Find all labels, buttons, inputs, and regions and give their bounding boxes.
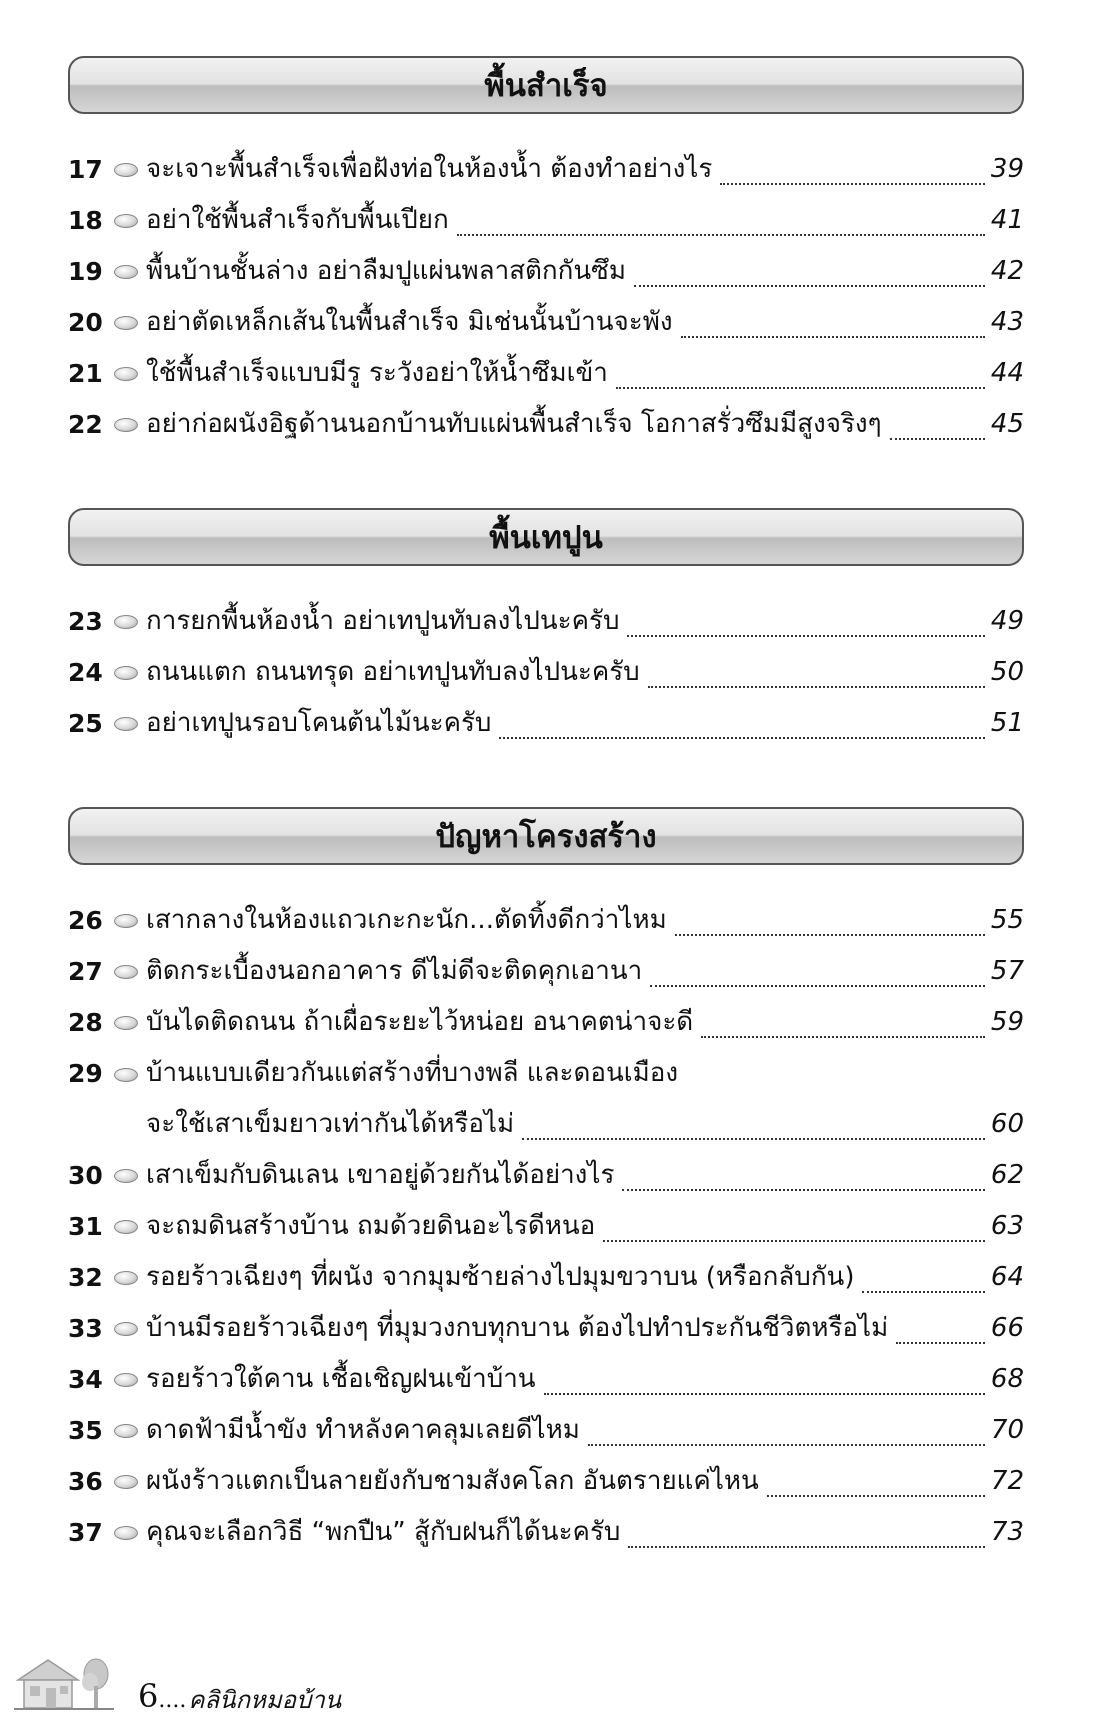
toc-entry [68,246,1024,297]
bullet-icon [114,1475,138,1489]
entry-number: 29 [68,1059,103,1088]
toc-entry [68,698,1024,749]
entry-number: 31 [68,1212,103,1241]
entry-page-number: 60 [990,1109,1024,1139]
dot-leader [890,438,985,440]
entry-title: จะเจาะพื้นสำเร็จเพื่อฝังท่อในห้องน้ำ ต้องทำอย่างไร [146,154,713,184]
footer-dots: .... [158,1688,187,1713]
entry-page-number: 57 [990,956,1024,986]
entry-title: บ้านมีรอยร้าวเฉียงๆ ที่มุมวงกบทุกบาน ต้องไปทำประกันชีวิตหรือไม่ [146,1313,889,1343]
table-of-contents [68,56,1024,1616]
entry-page-number: 64 [990,1262,1024,1292]
toc-entry [68,895,1024,946]
toc-entry [68,1303,1024,1354]
entry-page-number: 70 [990,1415,1024,1445]
entry-page-number: 41 [990,205,1024,235]
section-title: พื้นสำเร็จ [484,68,608,104]
entry-title: ถนนแตก ถนนทรุด อย่าเทปูนทับลงไปนะครับ [146,657,640,687]
toc-entry [68,348,1024,399]
toc-entry [68,1201,1024,1252]
bullet-icon [114,1016,138,1030]
entry-title: จะถมดินสร้างบ้าน ถมด้วยดินอะไรดีหนอ [146,1211,596,1241]
entry-page-number: 42 [990,256,1024,286]
dot-leader [588,1444,985,1446]
entry-page-number: 51 [990,708,1024,738]
entry-number: 26 [68,906,103,935]
section-header [68,56,1024,114]
toc-entry [68,647,1024,698]
toc-section [68,807,1024,1558]
entry-title: ผนังร้าวแตกเป็นลายยังกับชามสังคโลก อันตรายแค่ไหน [146,1466,759,1496]
dot-leader [522,1138,985,1140]
bullet-icon [114,367,138,381]
dot-leader [675,934,985,936]
dot-leader [622,1189,985,1191]
bullet-icon [114,214,138,228]
entry-number: 22 [68,410,103,439]
entry-number: 36 [68,1467,103,1496]
entry-page-number: 62 [990,1160,1024,1190]
dot-leader [499,737,984,739]
entry-page-number: 55 [990,905,1024,935]
section-header [68,807,1024,865]
entry-page-number: 39 [990,154,1024,184]
toc-entry [68,1405,1024,1456]
entry-number: 24 [68,658,103,687]
bullet-icon [114,1424,138,1438]
entry-page-number: 63 [990,1211,1024,1241]
dot-leader [634,285,985,287]
page-footer [14,1652,342,1715]
entry-number: 21 [68,359,103,388]
dot-leader [681,336,985,338]
toc-entry [68,399,1024,450]
toc-section [68,56,1024,450]
book-title: คลินิกหมอบ้าน [188,1686,342,1714]
section-title: ปัญหาโครงสร้าง [435,819,657,855]
entry-title: บันไดติดถนน ถ้าเผื่อระยะไว้หน่อย อนาคตน่าจะดี [146,1007,694,1037]
entry-page-number: 59 [990,1007,1024,1037]
entry-number: 27 [68,957,103,986]
bullet-icon [114,1169,138,1183]
entry-title: การยกพื้นห้องน้ำ อย่าเทปูนทับลงไปนะครับ [146,606,620,636]
entry-number: 19 [68,257,103,286]
entry-number: 17 [68,155,103,184]
toc-entry [68,144,1024,195]
entry-title: คุณจะเลือกวิธี “พกปืน” สู้กับฝนก็ได้นะครับ [146,1517,621,1547]
entry-page-number: 66 [990,1313,1024,1343]
bullet-icon [114,615,138,629]
entry-title: ดาดฟ้ามีน้ำขัง ทำหลังคาคลุมเลยดีไหม [146,1415,580,1445]
entry-page-number: 49 [990,606,1024,636]
toc-entry [68,596,1024,647]
bullet-icon [114,1322,138,1336]
entry-number: 25 [68,709,103,738]
entry-list [68,144,1024,450]
entry-page-number: 50 [990,657,1024,687]
toc-entry [68,1507,1024,1558]
bullet-icon [114,914,138,928]
house-tree-icon [14,1654,114,1712]
dot-leader [650,985,985,987]
entry-title: บ้านแบบเดียวกันแต่สร้างที่บางพลี และดอนเมือง [146,1058,679,1088]
dot-leader [627,635,984,637]
entry-list [68,895,1024,1558]
bullet-icon [114,163,138,177]
dot-leader [862,1291,984,1293]
entry-title: ใช้พื้นสำเร็จแบบมีรู ระวังอย่าให้น้ำซึมเข้า [146,358,608,388]
bullet-icon [114,265,138,279]
toc-entry [68,1252,1024,1303]
entry-page-number: 68 [990,1364,1024,1394]
dot-leader [544,1393,985,1395]
bullet-icon [114,316,138,330]
entry-number: 28 [68,1008,103,1037]
toc-entry [68,1150,1024,1201]
entry-number: 23 [68,607,103,636]
entry-number: 20 [68,308,103,337]
entry-title: รอยร้าวใต้คาน เชื้อเชิญฝนเข้าบ้าน [146,1364,536,1394]
entry-page-number: 73 [990,1517,1024,1547]
toc-section [68,508,1024,749]
dot-leader [457,234,985,236]
dot-leader [720,183,985,185]
bullet-icon [114,1220,138,1234]
entry-number: 18 [68,206,103,235]
page-number: 6 [138,1677,159,1715]
entry-title: รอยร้าวเฉียงๆ ที่ผนัง จากมุมซ้ายล่างไปมุมขวาบน (หรือกลับกัน) [146,1262,855,1292]
section-title: พื้นเทปูน [489,520,603,556]
entry-title: อย่าใช้พื้นสำเร็จกับพื้นเปียก [146,205,449,235]
entry-number: 32 [68,1263,103,1292]
dot-leader [648,686,985,688]
dot-leader [603,1240,985,1242]
bullet-icon [114,717,138,731]
dot-leader [628,1546,984,1548]
entry-number: 30 [68,1161,103,1190]
entry-title: ติดกระเบื้องนอกอาคาร ดีไม่ดีจะติดคุกเอานา [146,956,643,986]
toc-entry [68,195,1024,246]
dot-leader [896,1342,985,1344]
bullet-icon [114,1068,138,1082]
entry-number: 35 [68,1416,103,1445]
bullet-icon [114,1271,138,1285]
entry-page-number: 43 [990,307,1024,337]
entry-title: เสากลางในห้องแถวเกะกะนัก...ตัดทิ้งดีกว่าไหม [146,905,667,935]
entry-title-continued: จะใช้เสาเข็มยาวเท่ากันได้หรือไม่ [146,1109,515,1139]
entry-number: 33 [68,1314,103,1343]
entry-number: 34 [68,1365,103,1394]
toc-entry [68,946,1024,997]
toc-entry [68,1048,1024,1150]
entry-page-number: 44 [990,358,1024,388]
entry-title: อย่าตัดเหล็กเส้นในพื้นสำเร็จ มิเช่นนั้นบ้านจะพัง [146,307,673,337]
dot-leader [701,1036,985,1038]
toc-entry [68,1456,1024,1507]
toc-entry [68,1354,1024,1405]
entry-list [68,596,1024,749]
entry-title: อย่าก่อผนังอิฐด้านนอกบ้านทับแผ่นพื้นสำเร็จ โอกาสรั่วซึมมีสูงจริงๆ [146,409,882,439]
entry-number: 37 [68,1518,103,1547]
bullet-icon [114,965,138,979]
dot-leader [616,387,985,389]
entry-page-number: 45 [990,409,1024,439]
toc-entry [68,297,1024,348]
entry-page-number: 72 [990,1466,1024,1496]
entry-title: พื้นบ้านชั้นล่าง อย่าลืมปูแผ่นพลาสติกกันซึม [146,256,626,286]
entry-title: อย่าเทปูนรอบโคนต้นไม้นะครับ [146,708,492,738]
bullet-icon [114,418,138,432]
toc-entry [68,997,1024,1048]
entry-title: เสาเข็มกับดินเลน เขาอยู่ด้วยกันได้อย่างไร [146,1160,615,1190]
bullet-icon [114,1526,138,1540]
dot-leader [767,1495,985,1497]
bullet-icon [114,1373,138,1387]
bullet-icon [114,666,138,680]
section-header [68,508,1024,566]
